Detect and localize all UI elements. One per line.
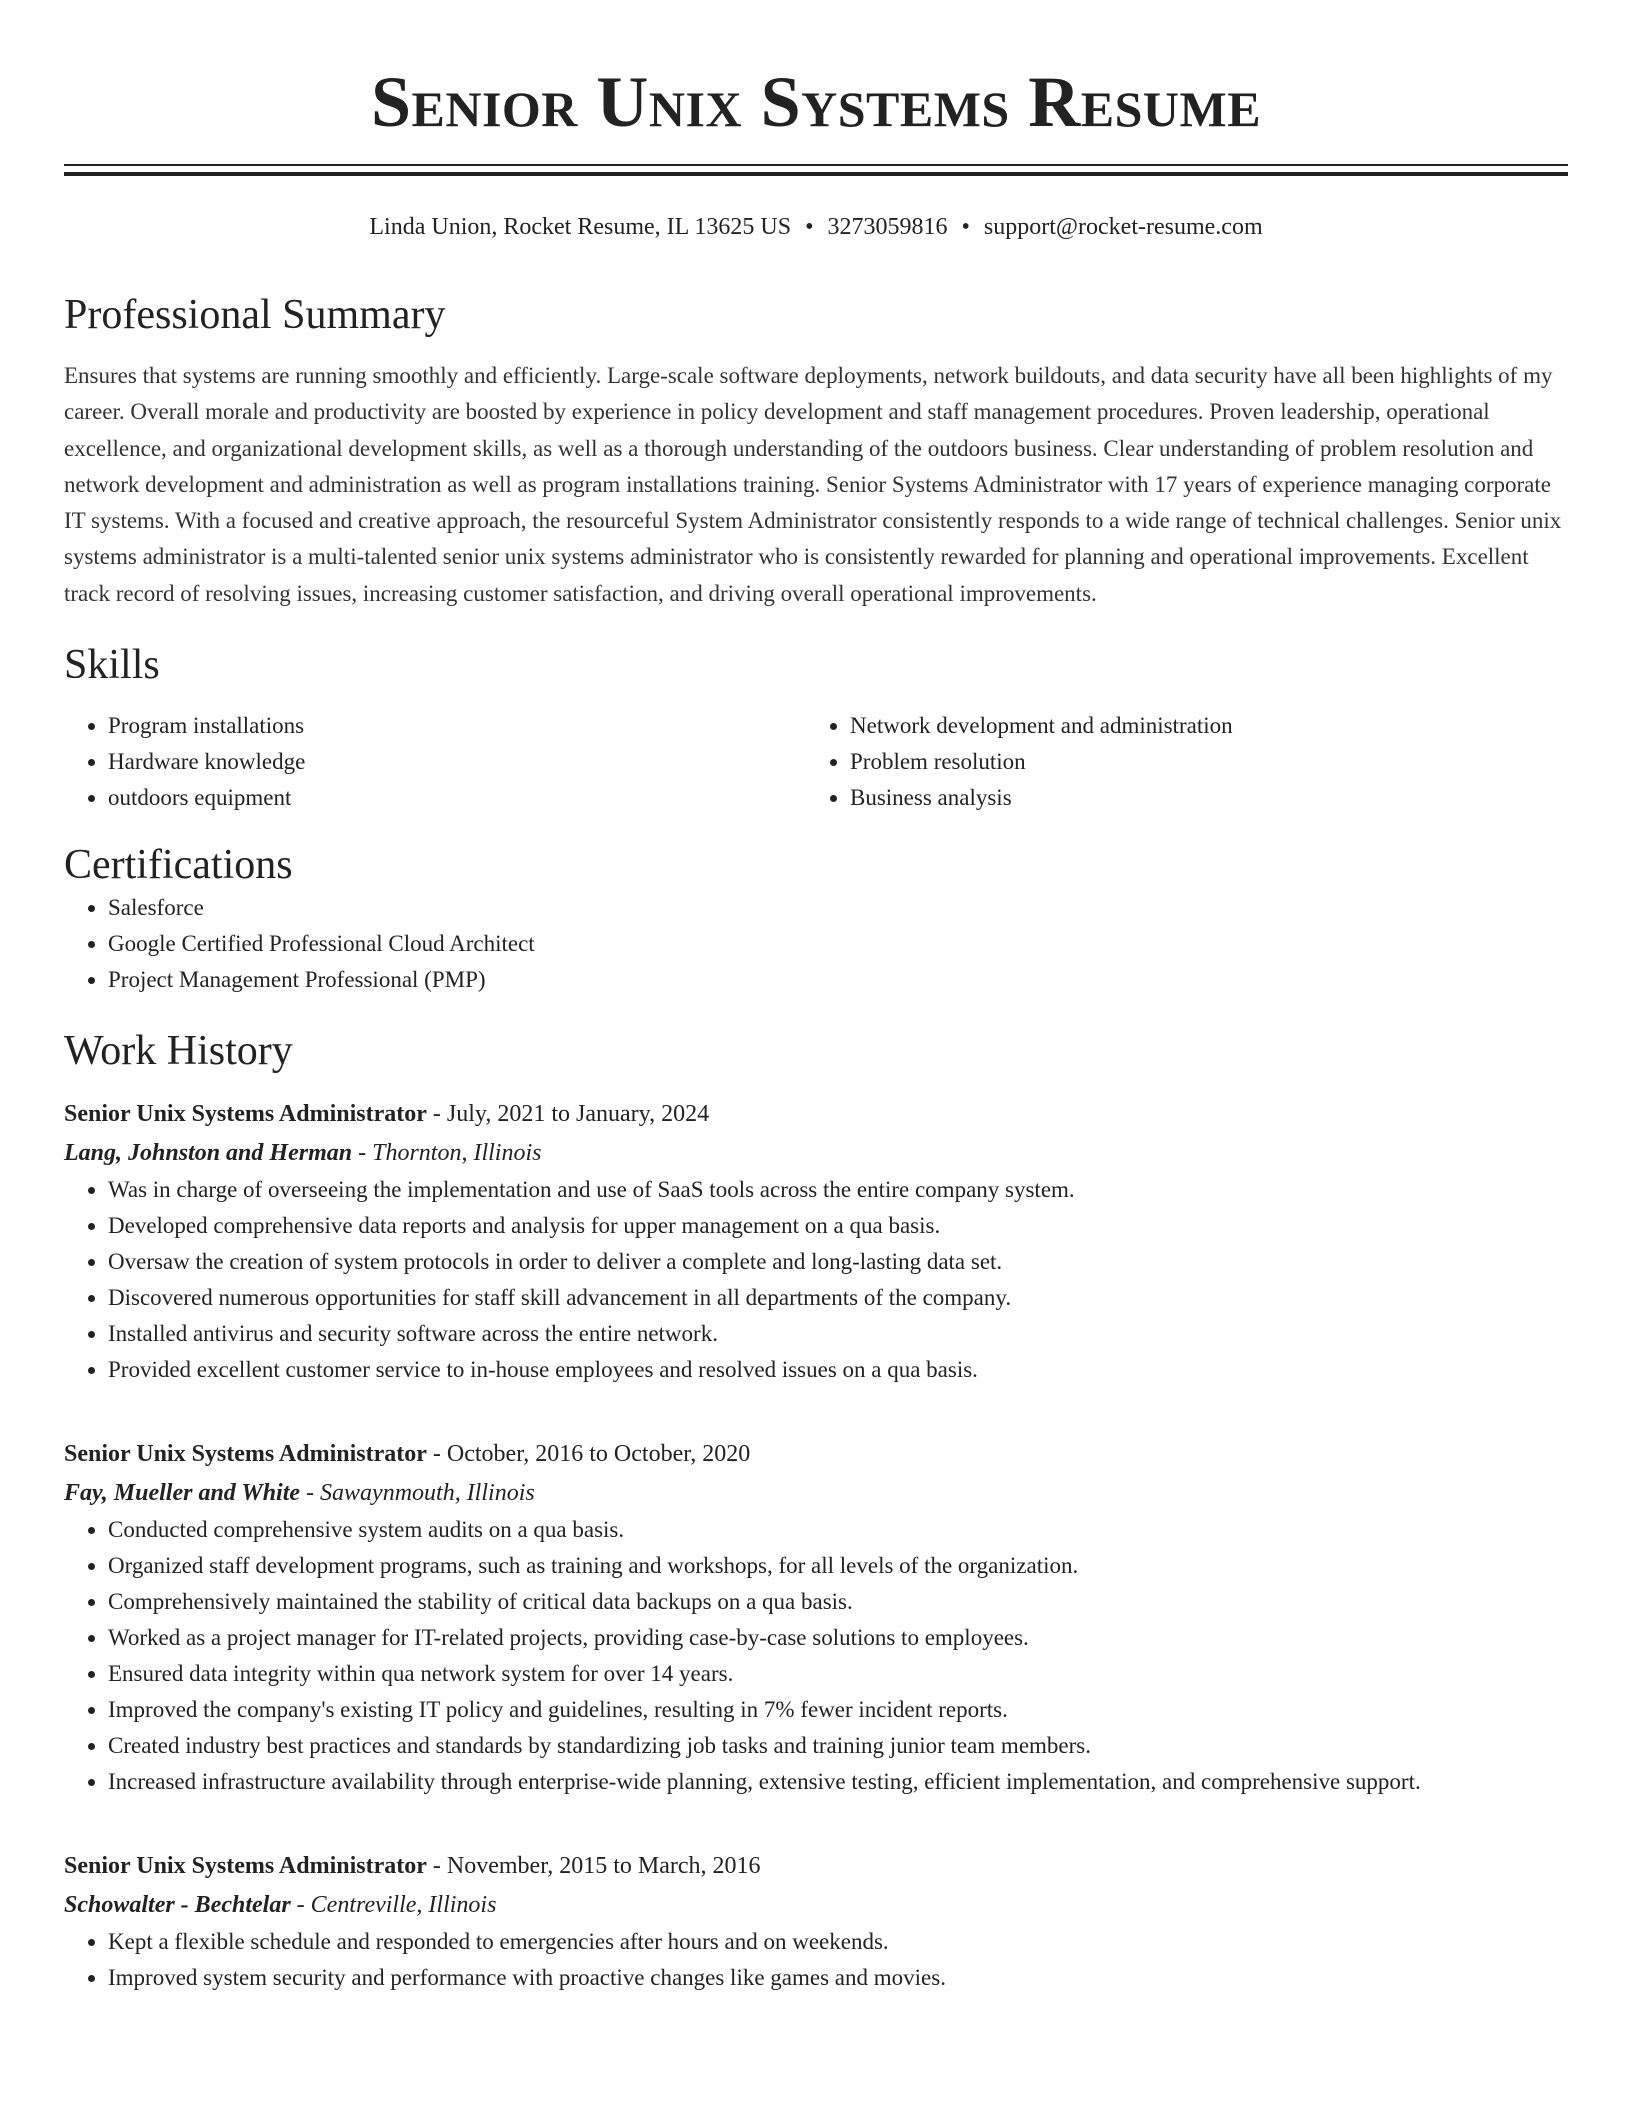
job-bullet: • Organized staff development programs, such as training and workshops, for all levels of the organization. — [108, 1548, 1568, 1584]
contact-separator: • — [961, 214, 970, 240]
job-bullet: • Improved system security and performance with proactive changes like games and movies. — [108, 1960, 1568, 1996]
job-bullet: • Ensured data integrity within qua network system for over 14 years. — [108, 1656, 1568, 1692]
summary-text: Ensures that systems are running smoothly and efficiently. Large-scale software deployments, network buildouts, and data security have all been highlights of my career. Overall morale and productivity are boosted by experience in policy development and staff management procedures. Proven leadership, operational excellence, and organizational development skills, as well as a thorough understanding of the outdoors business. Clear understanding of problem resolution and network development and administration as well as program installations training. Senior Systems Administrator with 17 years of experience managing corporate IT systems. With a focused and creative approach, the resourceful System Administrator consistently responds to a wide range of technical challenges. Senior unix systems administrator is a multi-talented senior unix systems administrator who is consistently rewarded for planning and operational improvements. Excellent track record of resolving issues, increasing customer satisfaction, and driving overall operational improvements. — [64, 363, 1562, 606]
job-role: Senior Unix Systems Administrator — [64, 1441, 427, 1468]
job-dates: November, 2015 to March, 2016 — [446, 1853, 761, 1880]
job-entry — [64, 1436, 1568, 1800]
skill-item: • Hardware knowledge — [108, 744, 806, 780]
job-company: Lang, Johnston and Herman — [64, 1140, 353, 1167]
job-entry — [64, 1096, 1568, 1388]
job-bullet: • Developed comprehensive data reports and analysis for upper management on a qua basis. — [108, 1208, 1568, 1244]
skill-item: • Program installations — [108, 708, 806, 744]
job-bullet: • Created industry best practices and standards by standardizing job tasks and training junior team members. — [108, 1728, 1568, 1764]
job-company: Fay, Mueller and White — [64, 1480, 301, 1507]
summary-heading: Professional Summary — [64, 292, 446, 338]
contact-address: Linda Union, Rocket Resume, IL 13625 US — [369, 214, 792, 240]
certification-item: • Google Certified Professional Cloud Architect — [108, 926, 1568, 962]
job-company-line — [64, 1886, 1568, 1924]
job-role: Senior Unix Systems Administrator — [64, 1853, 427, 1880]
certification-item: • Project Management Professional (PMP) — [108, 962, 1568, 998]
job-title-line — [64, 1436, 1568, 1472]
skill-item: • Problem resolution — [850, 744, 1568, 780]
job-bullet: • Discovered numerous opportunities for staff skill advancement in all departments of the company. — [108, 1280, 1568, 1316]
job-bullet: • Comprehensively maintained the stability of critical data backups on a qua basis. — [108, 1584, 1568, 1620]
contact-line — [64, 212, 1568, 242]
job-company: Schowalter - Bechtelar — [64, 1892, 291, 1919]
skill-item: • Network development and administration — [850, 708, 1568, 744]
work-history-heading: Work History — [64, 1028, 293, 1075]
job-bullet: • Worked as a project manager for IT-related projects, providing case-by-case solutions to employees. — [108, 1620, 1568, 1656]
job-entry — [64, 1848, 1568, 1996]
job-role: Senior Unix Systems Administrator — [64, 1101, 427, 1128]
job-dash: - — [426, 1101, 447, 1128]
skills-column-left — [64, 708, 806, 816]
job-bullet: • Provided excellent customer service to in-house employees and resolved issues on a qua basis. — [108, 1352, 1568, 1388]
job-company-line — [64, 1474, 1568, 1512]
resume-title: Senior Unix Systems Resume — [370, 62, 1262, 142]
certifications-list — [64, 890, 1568, 998]
job-dates: October, 2016 to October, 2020 — [446, 1441, 751, 1468]
skill-item: • outdoors equipment — [108, 780, 806, 816]
job-company-line — [64, 1134, 1568, 1172]
job-bullet: • Increased infrastructure availability through enterprise-wide planning, extensive testing, efficient implementation, and comprehensive support. — [108, 1764, 1568, 1800]
job-location: Sawaynmouth, Illinois — [320, 1480, 535, 1507]
contact-separator: • — [805, 214, 814, 240]
job-dash: - — [426, 1441, 447, 1468]
job-bullet: • Kept a flexible schedule and responded to emergencies after hours and on weekends. — [108, 1924, 1568, 1960]
job-title-line — [64, 1096, 1568, 1132]
job-bullets — [64, 1512, 1568, 1800]
job-bullets — [64, 1924, 1568, 1996]
job-bullet: • Installed antivirus and security software across the entire network. — [108, 1316, 1568, 1352]
job-dash: - — [352, 1140, 373, 1167]
certifications-heading: Certifications — [64, 842, 293, 889]
job-dash: - — [300, 1480, 321, 1507]
job-bullet: • Conducted comprehensive system audits on a qua basis. — [108, 1512, 1568, 1548]
skills-list — [64, 708, 1568, 816]
certification-item: • Salesforce — [108, 890, 1568, 926]
job-location: Centreville, Illinois — [310, 1892, 497, 1919]
job-location: Thornton, Illinois — [372, 1140, 542, 1167]
job-dash: - — [290, 1892, 311, 1919]
skills-column-right — [806, 708, 1568, 816]
job-bullet: • Was in charge of overseeing the implementation and use of SaaS tools across the entire company system. — [108, 1172, 1568, 1208]
skill-item: • Business analysis — [850, 780, 1568, 816]
resume-content — [64, 0, 1568, 1996]
job-bullet: • Oversaw the creation of system protocols in order to deliver a complete and long-lasting data set. — [108, 1244, 1568, 1280]
contact-phone: 3273059816 — [827, 214, 948, 240]
skills-heading: Skills — [64, 642, 160, 689]
job-dates: July, 2021 to January, 2024 — [446, 1101, 710, 1128]
contact-email: support@rocket-resume.com — [983, 214, 1263, 240]
job-dash: - — [426, 1853, 447, 1880]
job-title-line — [64, 1848, 1568, 1884]
job-bullet: • Improved the company's existing IT policy and guidelines, resulting in 7% fewer incident reports. — [108, 1692, 1568, 1728]
title-divider — [64, 164, 1568, 176]
job-bullets — [64, 1172, 1568, 1388]
